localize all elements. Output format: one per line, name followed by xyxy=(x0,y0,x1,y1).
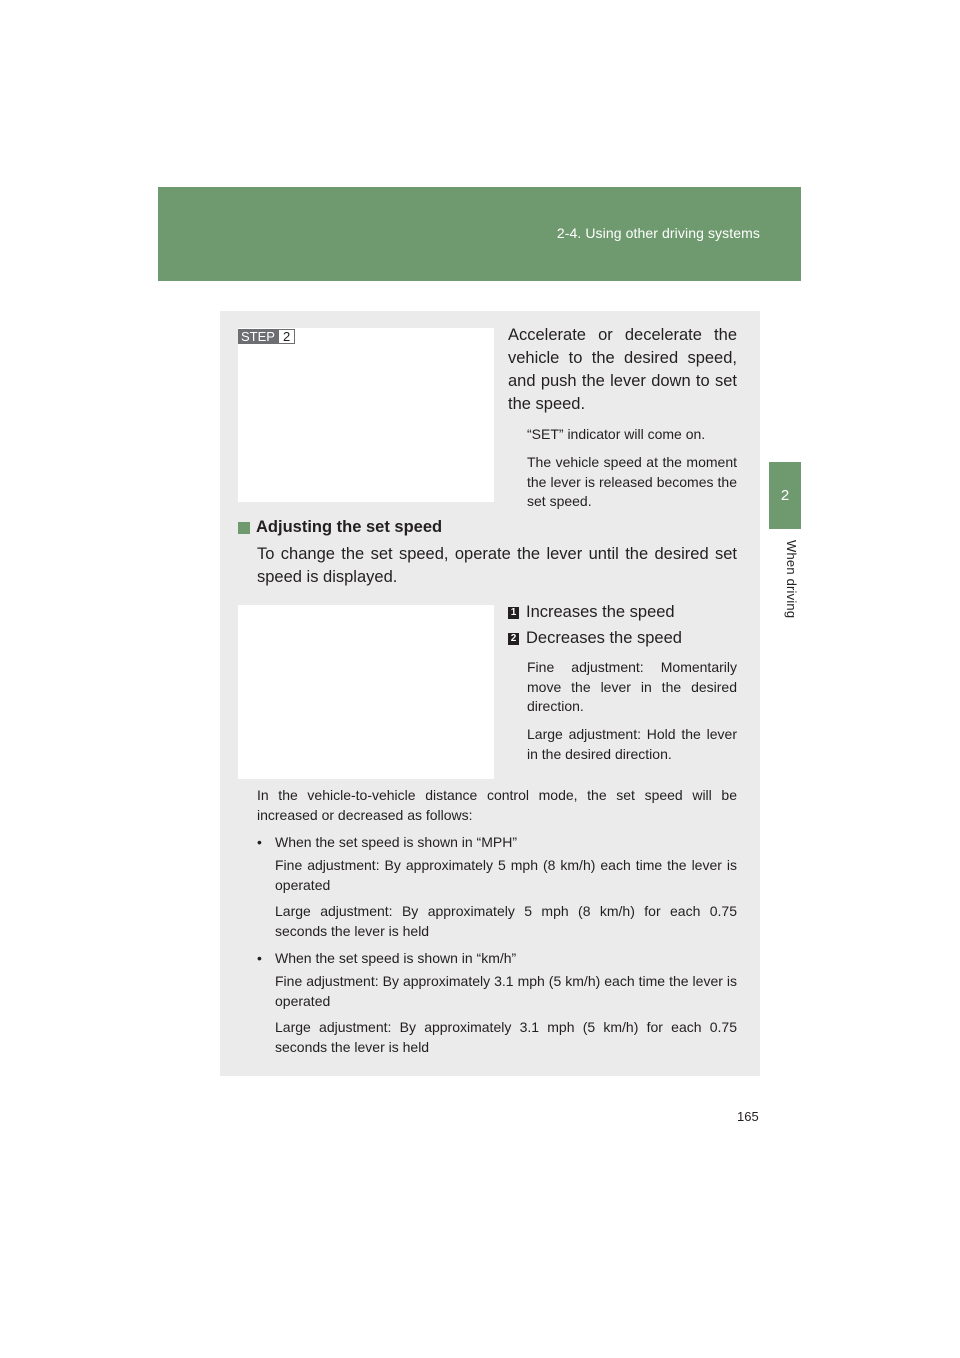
step-illustration xyxy=(238,328,494,502)
distance-mode-intro: In the vehicle-to-vehicle distance control mode, the set speed will be increased or decreased as follows: xyxy=(257,787,737,823)
bullet-kmh-text: When the set speed is shown in “km/h” xyxy=(275,950,517,966)
list-item-label: Decreases the speed xyxy=(526,629,682,647)
bullet-dot-icon: • xyxy=(257,950,262,966)
section-heading xyxy=(238,518,442,537)
fine-adjustment-note: Fine adjustment: Momentarily move the lever in the desired direction. xyxy=(527,659,737,714)
kmh-fine: Fine adjustment: By approximately 3.1 mph (5 km/h) each time the lever is operated xyxy=(275,973,737,1009)
page-number: 165 xyxy=(737,1109,759,1124)
large-adjustment-note: Large adjustment: Hold the lever in the desired direction. xyxy=(527,726,737,762)
step-instruction: Accelerate or decelerate the vehicle to the desired speed, and push the lever down to set the speed. xyxy=(508,326,737,413)
list-item xyxy=(508,601,675,624)
step-note-indicator: “SET” indicator will come on. xyxy=(527,426,706,442)
section-heading-text: Adjusting the set speed xyxy=(256,518,443,536)
list-item xyxy=(508,627,682,650)
bullet-mph xyxy=(257,833,517,853)
section-title: 2-4. Using other driving systems xyxy=(556,225,760,241)
step-note-speed: The vehicle speed at the moment the lever is released becomes the set speed. xyxy=(527,454,737,509)
number-1-icon: 1 xyxy=(508,607,519,619)
lever-illustration xyxy=(238,605,494,779)
content-panel xyxy=(220,311,760,1076)
kmh-large: Large adjustment: By approximately 3.1 mph (5 km/h) for each 0.75 seconds the lever is held xyxy=(275,1019,737,1055)
bullet-mph-text: When the set speed is shown in “MPH” xyxy=(275,834,517,850)
square-bullet-icon xyxy=(238,522,250,534)
section-body: To change the set speed, operate the lever until the desired set speed is displayed. xyxy=(257,545,737,586)
chapter-number: 2 xyxy=(780,487,790,504)
bullet-dot-icon: • xyxy=(257,834,262,850)
step-badge-label: STEP xyxy=(238,329,278,344)
step-badge xyxy=(238,329,295,344)
mph-fine: Fine adjustment: By approximately 5 mph (8 km/h) each time the lever is operated xyxy=(275,857,737,893)
chapter-tab xyxy=(769,462,801,529)
mph-large: Large adjustment: By approximately 5 mph (8 km/h) for each 0.75 seconds the lever is held xyxy=(275,903,737,939)
list-item-label: Increases the speed xyxy=(526,603,675,621)
chapter-label: When driving xyxy=(784,540,799,619)
step-badge-number: 2 xyxy=(278,329,295,344)
bullet-kmh xyxy=(257,949,516,969)
header-bar xyxy=(158,187,801,281)
number-2-icon: 2 xyxy=(508,633,519,645)
